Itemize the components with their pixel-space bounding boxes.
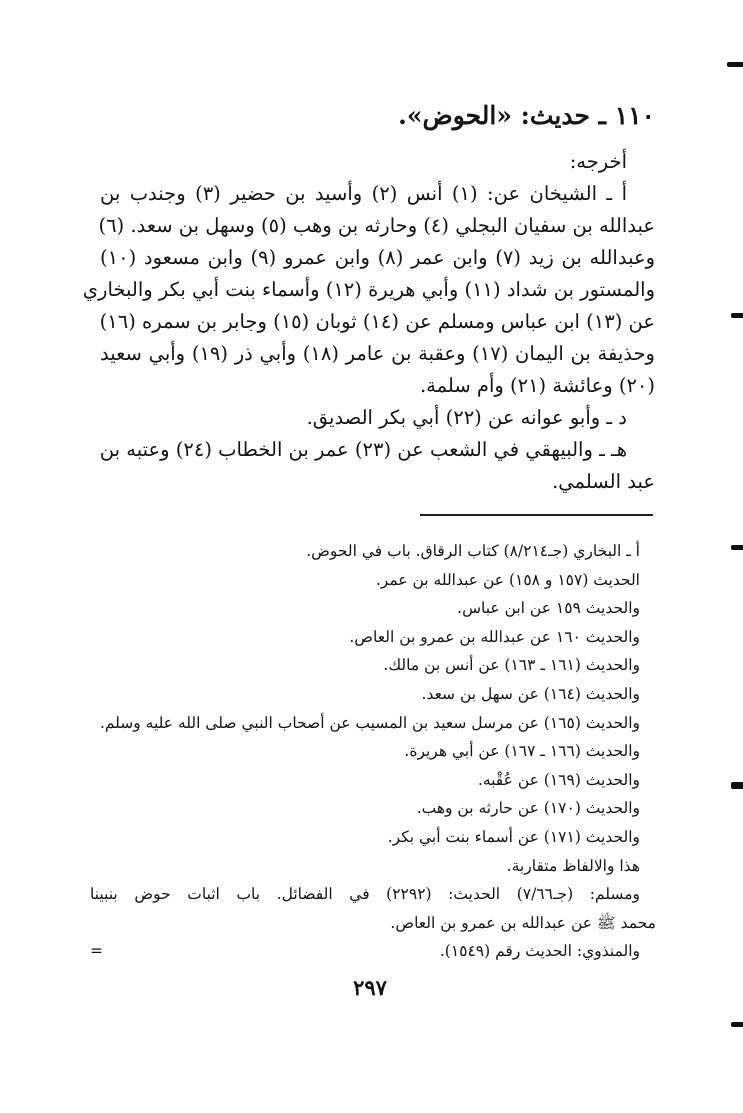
main-text-line: (٢٠) وعائشة (٢١) وأم سلمة. [419,374,655,397]
footnote-separator [420,514,653,516]
footnote-line: والحديث (١٧١) عن أسماء بنت أبي بكر. [387,827,640,846]
footnote-line: والحديث (١٦٩) عن عُقْبه. [477,770,640,789]
footnote-line: والحديث ١٦٠ عن عبدالله بن عمرو بن العاص. [349,627,640,646]
main-text-line: وعبدالله بن زيد (٧) وابن عمر (٨) وابن عمرو (٩) وابن مسعود (١٠) [100,246,655,269]
main-text-line: وحذيفة بن اليمان (١٧) وعقبة بن عامر (١٨) وأبي ذر (١٩) وأبي سعيد [100,342,655,365]
edge-mark [731,313,743,318]
footnote-line: ومسلم: (جـ٧/٦٦) الحديث: (٢٢٩٢) في الفضائل. باب اثبات حوض بنبينا [90,885,640,904]
footnote-line-last [90,937,656,966]
edge-mark [731,1022,743,1027]
main-text-line: د ـ وأبو عوانه عن (٢٢) أبي بكر الصديق. [306,406,627,429]
footnote-line: والحديث (١٧٠) عن حارثه بن وهب. [416,799,640,818]
edge-mark [731,545,743,550]
footnote-line: محمد ﷺ عن عبدالله بن عمرو بن العاص. [390,913,656,932]
main-text-line: أخرجه: [569,150,627,173]
footnote-line: الحديث (١٥٧ و ١٥٨) عن عبدالله بن عمر. [375,570,640,589]
footnote-line: والمنذوي: الحديث رقم (١٥٤٩). [439,942,640,961]
continuation-mark: = [90,942,103,961]
page-number: ٢٩٧ [353,975,387,1000]
footnote-line: والحديث (١٦١ ـ ١٦٣) عن أنس بن مالك. [383,656,640,675]
footnote-line: والحديث ١٥٩ عن ابن عباس. [457,599,640,618]
main-text-line: هـ ـ والبيهقي في الشعب عن (٢٣) عمر بن الخطاب (٢٤) وعتبه بن [99,438,627,461]
footnote-line: والحديث (١٦٤) عن سهل بن سعد. [421,684,640,703]
main-text-line: والمستور بن شداد (١١) وأبي هريرة (١٢) وأسماء بنت أبي بكر والبخاري [82,278,655,301]
footnotes [90,537,656,966]
footnote-line: هذا والالفاظ متقاربة. [506,856,640,875]
main-text-line: عن (١٣) ابن عباس ومسلم عن (١٤) ثوبان (١٥) وجابر بن سمره (١٦) [99,310,655,333]
edge-mark [727,62,743,67]
main-text-line: عبدالله بن سفيان البجلي (٤) وحارثه بن وهب (٥) وسهل بن سعد. (٦) [98,214,655,237]
footnote-line: والحديث (١٦٦ ـ ١٦٧) عن أبي هريرة. [404,742,640,761]
main-text-line: أ ـ الشيخان عن: (١) أنس (٢) وأسيد بن حضير (٣) وجندب بن [100,182,627,205]
hadith-heading: ١١٠ ـ حديث: «الحوض». [398,101,655,130]
footnote-line: أ ـ البخاري (جـ٨/٢١٤) كتاب الرقاق. باب في الحوض. [306,542,640,560]
main-text [82,146,655,498]
edge-mark [731,782,743,789]
footnote-line: والحديث (١٦٥) عن مرسل سعيد بن المسيب عن أصحاب النبي صلى الله عليه وسلم. [99,713,640,732]
main-text-line: عبد السلمي. [552,470,655,493]
